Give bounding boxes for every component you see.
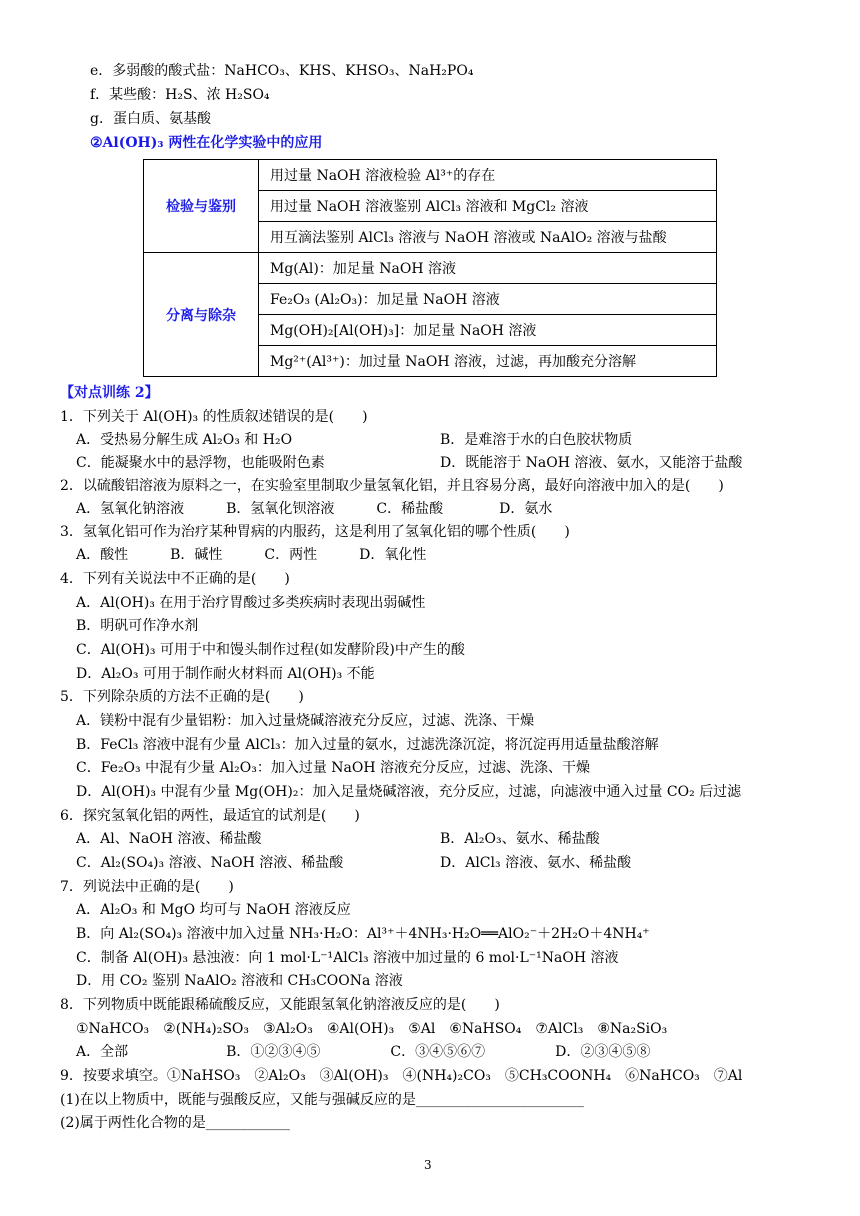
question-5-option-b: B．FeCl₃ 溶液中混有少量 AlCl₃：加入过量的氨水，过滤洗涤沉淀，将沉淀再用适量盐酸溶解 [76,737,659,753]
question-5-stem: 5．下列除杂质的方法不正确的是( ) [60,689,304,705]
intro-item-f: f．某些酸：H₂S、浓 H₂SO₄ [90,87,270,103]
question-4-stem: 4．下列有关说法中不正确的是( ) [60,571,290,587]
question-7-option-b: B．向 Al₂(SO₄)₃ 溶液中加入过量 NH₃·H₂O：Al³⁺＋4NH₃·H₂O══AlO₂⁻＋2H₂O＋4NH₄⁺ [76,926,650,942]
question-3-options: A．酸性 B．碱性 C．两性 D．氧化性 [76,547,427,563]
section-title: ②Al(OH)₃ 两性在化学实验中的应用 [90,135,323,151]
table-category-cell: 检验与鉴别 [144,160,259,253]
question-6-option-b: B．Al₂O₃、氨水、稀盐酸 [440,831,600,847]
question-6-option-d: D．AlCl₃ 溶液、氨水、稀盐酸 [440,855,632,871]
application-table [143,159,717,377]
intro-item-g: g．蛋白质、氨基酸 [90,111,211,127]
question-5-option-a: A．镁粉中混有少量铝粉：加入过量烧碱溶液充分反应，过滤、洗涤、干燥 [76,713,535,729]
question-1-option-a: A．受热易分解生成 Al₂O₃ 和 H₂O [76,432,293,448]
question-2-stem: 2．以硫酸铝溶液为原料之一，在实验室里制取少量氢氧化铝，并且容易分离，最好向溶液中加入的是( ) [60,478,724,494]
question-1-stem: 1．下列关于 Al(OH)₃ 的性质叙述错误的是( ) [60,409,368,425]
training-title: 【对点训练 2】 [60,385,159,401]
question-4-option-a: A．Al(OH)₃ 在用于治疗胃酸过多类疾病时表现出弱碱性 [76,595,426,611]
table-cell: Mg(OH)₂[Al(OH)₃]：加足量 NaOH 溶液 [259,315,717,346]
question-6-option-c: C．Al₂(SO₄)₃ 溶液、NaOH 溶液、稀盐酸 [76,855,344,871]
table-row [144,253,717,284]
question-9-stem: 9．按要求填空。①NaHSO₃ ②Al₂O₃ ③Al(OH)₃ ④(NH₄)₂CO₃ ⑤CH₃COONH₄ ⑥NaHCO₃ ⑦Al [60,1068,743,1084]
question-7-option-a: A．Al₂O₃ 和 MgO 均可与 NaOH 溶液反应 [76,902,351,918]
question-1-option-d: D．既能溶于 NaOH 溶液、氨水，又能溶于盐酸 [440,455,743,471]
table-row [144,160,717,191]
table-category-cell: 分离与除杂 [144,253,259,377]
question-9-sub-2: (2)属于两性化合物的是____________ [60,1115,290,1131]
page-number: 3 [424,1158,432,1172]
question-8-items: ①NaHCO₃ ②(NH₄)₂SO₃ ③Al₂O₃ ④Al(OH)₃ ⑤Al ⑥NaHSO₄ ⑦AlCl₃ ⑧Na₂SiO₃ [76,1021,668,1037]
question-7-option-c: C．制备 Al(OH)₃ 悬浊液：向 1 mol·L⁻¹AlCl₃ 溶液中加过量的 6 mol·L⁻¹NaOH 溶液 [76,950,619,966]
table-cell: Mg²⁺(Al³⁺)：加过量 NaOH 溶液，过滤，再加酸充分溶解 [259,346,717,377]
question-5-option-d: D．Al(OH)₃ 中混有少量 Mg(OH)₂：加入足量烧碱溶液，充分反应，过滤，向滤液中通入过量 CO₂ 后过滤 [76,784,742,800]
question-1-option-c: C．能凝聚水中的悬浮物，也能吸附色素 [76,455,325,471]
question-4-option-d: D．Al₂O₃ 可用于制作耐火材料而 Al(OH)₃ 不能 [76,666,375,682]
table-cell: 用过量 NaOH 溶液鉴别 AlCl₃ 溶液和 MgCl₂ 溶液 [259,191,717,222]
question-4-option-c: C．Al(OH)₃ 可用于中和馒头制作过程(如发酵阶段)中产生的酸 [76,642,465,658]
question-6-stem: 6．探究氢氧化铝的两性，最适宜的试剂是( ) [60,808,360,824]
question-5-option-c: C．Fe₂O₃ 中混有少量 Al₂O₃：加入过量 NaOH 溶液充分反应，过滤、洗涤、干燥 [76,760,591,776]
question-6-option-a: A．Al、NaOH 溶液、稀盐酸 [76,831,262,847]
question-2-options: A．氢氧化钠溶液 B．氢氧化钡溶液 C．稀盐酸 D．氨水 [76,501,553,517]
question-1-option-b: B．是难溶于水的白色胶状物质 [440,432,633,448]
table-cell: Fe₂O₃ (Al₂O₃)：加足量 NaOH 溶液 [259,284,717,315]
table-cell: 用过量 NaOH 溶液检验 Al³⁺的存在 [259,160,717,191]
question-3-stem: 3．氢氧化铝可作为治疗某种胃病的内服药，这是利用了氢氧化铝的哪个性质( ) [60,524,570,540]
question-7-stem: 7．列说法中正确的是( ) [60,879,234,895]
intro-item-e: e．多弱酸的酸式盐：NaHCO₃、KHS、KHSO₃、NaH₂PO₄ [90,63,474,79]
table-cell: Mg(Al)：加足量 NaOH 溶液 [259,253,717,284]
question-4-option-b: B．明矾可作净水剂 [76,618,199,634]
question-8-stem: 8．下列物质中既能跟稀硫酸反应，又能跟氢氧化钠溶液反应的是( ) [60,997,500,1013]
question-8-options: A．全部 B．①②③④⑤ C．③④⑤⑥⑦ D．②③④⑤⑧ [76,1044,651,1060]
table-cell: 用互滴法鉴别 AlCl₃ 溶液与 NaOH 溶液或 NaAlO₂ 溶液与盐酸 [259,222,717,253]
question-7-option-d: D．用 CO₂ 鉴别 NaAlO₂ 溶液和 CH₃COONa 溶液 [76,973,403,989]
question-9-sub-1: (1)在以上物质中，既能与强酸反应，又能与强碱反应的是________________________ [60,1092,584,1108]
